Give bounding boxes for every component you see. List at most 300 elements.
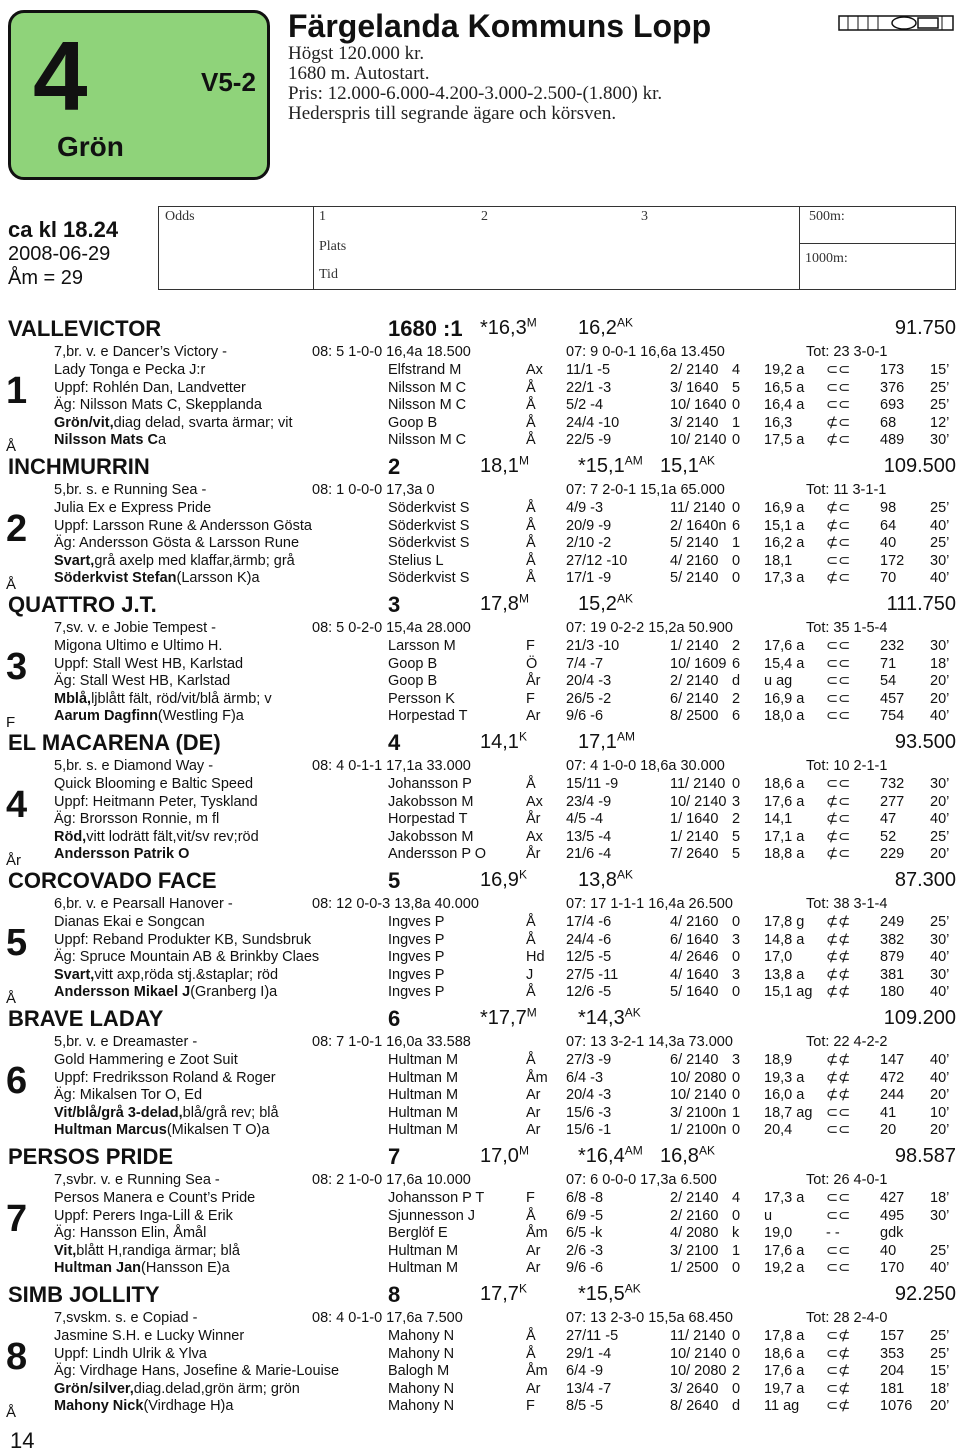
history-shoe: Hd — [526, 949, 545, 966]
info-rest: (Virdhage H)a — [143, 1398, 234, 1415]
horse-post: 8 — [388, 1282, 401, 1307]
history-shoes: ⊂⊄ — [826, 1398, 851, 1415]
race-history-row — [0, 380, 960, 398]
plats-label: Plats — [319, 239, 347, 254]
horse-info-text — [54, 570, 260, 587]
horse-entry — [0, 1280, 960, 1421]
horse-info-text — [54, 552, 295, 569]
history-shoes: ⊄⊂ — [826, 517, 851, 534]
horse-description: 7,br. v. e Dancer’s Victory - — [54, 344, 227, 360]
race-history-row — [0, 1070, 960, 1088]
history-pos: 1 — [732, 1242, 741, 1259]
history-time: 14,1 — [764, 811, 793, 828]
stats-2008: 08: 12 0-0-3 13,8a 40.000 — [312, 896, 479, 912]
history-odds: 232 — [880, 638, 905, 654]
history-driver: Goop B — [388, 673, 438, 690]
history-shoes: ⊄⊂ — [826, 793, 851, 810]
race-history-row — [0, 432, 960, 450]
info-bold: Svart, — [54, 552, 95, 569]
history-pris: 18’ — [930, 1380, 950, 1397]
record-1: $*16,3^M$ — [480, 315, 537, 339]
history-pris: 40’ — [930, 984, 950, 1001]
record-2: $*14,3^{AK}$ — [578, 1005, 641, 1029]
horse-description: 7,sv. v. e Jobie Tempest - — [54, 620, 216, 636]
stats-2008: 08: 1 0-0-0 17,3a 0 — [312, 482, 435, 498]
history-pris: 15’ — [930, 1363, 950, 1380]
info-bold: Andersson Mikael J — [54, 984, 191, 1001]
history-pris: 25’ — [930, 397, 950, 414]
info-bold: Grön/vit, — [54, 414, 114, 431]
history-shoes: ⊂⊂ — [826, 1242, 851, 1259]
history-driver: Söderkvist S — [388, 570, 470, 587]
race-history-row — [0, 535, 960, 553]
race-history-row — [0, 984, 960, 1002]
history-pris: 30’ — [930, 432, 950, 449]
history-pos: 2 — [732, 690, 741, 707]
history-pris: 30’ — [930, 931, 950, 948]
history-driver: Johansson P — [388, 776, 472, 792]
history-result: 21/3 -10 — [566, 638, 620, 654]
history-pos: d — [732, 1398, 741, 1415]
history-dist: 11/ 2140 — [670, 1328, 726, 1344]
history-shoes: ⊂⊂ — [826, 1104, 851, 1121]
history-shoe: Å — [526, 914, 536, 930]
stats-2008: 08: 5 0-2-0 15,4a 28.000 — [312, 620, 471, 636]
history-odds: 457 — [880, 690, 905, 707]
history-time: 17,8 g — [764, 914, 805, 930]
horse-entry — [0, 452, 960, 593]
history-pos: 3 — [732, 1052, 741, 1068]
history-time: 17,5 a — [764, 432, 805, 449]
history-dist: 4/ 2160 — [670, 914, 719, 930]
horse-info-text — [54, 1380, 300, 1397]
history-pos: 0 — [732, 949, 741, 966]
race-history-row — [0, 1052, 960, 1070]
race-time: ca kl 18.24 — [8, 217, 119, 242]
history-shoe: Åm — [526, 1069, 548, 1086]
horse-description: 7,svskm. s. e Copiad - — [54, 1310, 198, 1326]
race-history-row — [0, 1260, 960, 1278]
history-shoe: År — [526, 673, 541, 690]
record-1: $17,8^M$ — [480, 591, 529, 615]
race-history-row — [0, 846, 960, 864]
history-shoe: Ar — [526, 1242, 541, 1259]
horse-stats-line — [0, 758, 960, 776]
horse-info-text — [54, 984, 278, 1001]
history-shoes: ⊂⊂ — [826, 397, 851, 414]
history-pos: 2 — [732, 1363, 741, 1380]
history-pris: 40’ — [930, 517, 950, 534]
history-pos: 5 — [732, 379, 741, 396]
history-dist: 2/ 2140 — [670, 362, 719, 378]
info-rest: vitt axp,röda stj.&staplar; röd — [94, 966, 279, 983]
history-dist: 5/ 2140 — [670, 570, 719, 587]
history-result: 6/9 -5 — [566, 1207, 604, 1224]
history-driver: Horpestad T — [388, 811, 468, 828]
history-result: 22/5 -9 — [566, 432, 612, 449]
stats-2007: 07: 13 3-2-1 14,3a 73.000 — [566, 1034, 733, 1050]
horse-post: 4 — [388, 730, 401, 755]
horse-post: 5 — [388, 868, 401, 893]
history-odds: 249 — [880, 914, 905, 930]
history-pos: d — [732, 673, 741, 690]
history-time: 15,1 a — [764, 517, 805, 534]
horse-earnings: 109.500 — [883, 455, 956, 477]
history-odds: 52 — [880, 828, 897, 845]
history-driver: Sjunnesson J — [388, 1207, 476, 1224]
history-result: 4/5 -4 — [566, 811, 604, 828]
history-shoe: Ö — [526, 655, 538, 672]
info-bold: Hultman Marcus — [54, 1122, 167, 1139]
page-number: 14 — [10, 1428, 35, 1453]
history-time: 17,6 a — [764, 1363, 805, 1380]
horse-stats-line — [0, 1310, 960, 1328]
history-pris: 40’ — [930, 1260, 950, 1277]
history-pos: 0 — [732, 914, 741, 930]
history-pris: 40’ — [930, 1052, 950, 1068]
history-driver: Goop B — [388, 414, 438, 431]
history-odds: 180 — [880, 984, 905, 1001]
start-number: 1 — [6, 370, 28, 412]
history-odds: 54 — [880, 673, 897, 690]
start-number: 4 — [6, 784, 28, 826]
history-result: 24/4 -10 — [566, 414, 620, 431]
horse-info-text: Äg: Virdhage Hans, Josefine & Marie-Louise — [54, 1363, 340, 1380]
history-time: 17,3 a — [764, 570, 805, 587]
history-driver: Mahony N — [388, 1380, 455, 1397]
history-pos: 6 — [732, 655, 741, 672]
race-title: Färgelanda Kommuns Lopp — [288, 8, 712, 44]
info-rest: diag.delad,grön ärm; grön — [133, 1380, 300, 1397]
history-result: 20/4 -3 — [566, 673, 612, 690]
place-1-label: 1 — [319, 209, 326, 224]
history-odds: 229 — [880, 846, 905, 863]
history-result: 20/4 -3 — [566, 1087, 612, 1104]
info-rest: a — [157, 432, 167, 449]
history-dist: 11/ 2140 — [670, 500, 726, 516]
history-driver: Elfstrand M — [388, 362, 462, 378]
history-shoe: Å — [526, 379, 536, 396]
horse-description: 5,br. s. e Diamond Way - — [54, 758, 214, 774]
history-dist: 5/ 1640 — [670, 984, 719, 1001]
history-shoe: F — [526, 690, 535, 707]
race-time-block — [8, 218, 118, 290]
history-odds: gdk — [880, 1225, 904, 1242]
history-shoe: Å — [526, 535, 536, 552]
history-shoe: J — [526, 966, 534, 983]
history-odds: 489 — [880, 432, 905, 449]
history-shoe: F — [526, 1190, 535, 1206]
history-odds: 71 — [880, 655, 897, 672]
race-color: Grön — [57, 131, 124, 162]
race-history-row — [0, 914, 960, 932]
history-shoes: ⊄⊂ — [826, 535, 851, 552]
history-result: 27/12 -10 — [566, 552, 628, 569]
history-dist: 10/ 1640 — [670, 397, 727, 414]
race-history-row — [0, 708, 960, 726]
history-shoe: Å — [526, 500, 536, 516]
info-bold: Vit, — [54, 1242, 77, 1259]
stats-2007: 07: 19 0-2-2 15,2a 50.900 — [566, 620, 733, 636]
race-history-row — [0, 415, 960, 433]
history-result: 22/1 -3 — [566, 379, 612, 396]
horse-stats-line — [0, 896, 960, 914]
history-dist: 1/ 2140 — [670, 638, 719, 654]
history-shoes: ⊂⊂ — [826, 362, 851, 378]
info-bold: Hultman Jan — [54, 1260, 142, 1277]
record-2: $*15,1^{AM}$ — [578, 453, 643, 477]
horse-earnings: 92.250 — [894, 1283, 956, 1305]
history-driver: Hultman M — [388, 1052, 459, 1068]
history-shoes: ⊂⊂ — [826, 552, 851, 569]
race-history-row — [0, 1122, 960, 1140]
history-odds: 353 — [880, 1345, 905, 1362]
history-odds: 20 — [880, 1122, 897, 1139]
history-shoes: ⊄⊂ — [826, 570, 851, 587]
history-time: 15,4 a — [764, 655, 805, 672]
history-time: 18,1 — [764, 552, 793, 569]
history-dist: 1/ 2140 — [670, 828, 719, 845]
driver-shoe-code: Å — [6, 576, 17, 593]
horse-info-text: Quick Blooming e Baltic Speed — [54, 776, 254, 792]
history-result: 12/6 -5 — [566, 984, 612, 1001]
horse-entry — [0, 1004, 960, 1142]
history-dist: 1/ 1640 — [670, 811, 719, 828]
history-time: 17,6 a — [764, 638, 805, 654]
horse-info-text — [54, 846, 189, 862]
history-pos: 1 — [732, 1104, 741, 1121]
stats-total: Tot: 38 3-1-4 — [806, 896, 888, 912]
history-time: 20,4 — [764, 1122, 793, 1139]
history-dist: 3/ 2640 — [670, 1380, 719, 1397]
history-pris: 18’ — [930, 1190, 950, 1206]
history-shoes: ⊄⊄ — [826, 1069, 851, 1086]
history-pris: 25’ — [930, 379, 950, 396]
history-dist: 6/ 2140 — [670, 690, 719, 707]
history-shoe: Ax — [526, 362, 543, 378]
history-driver: Hultman M — [388, 1260, 459, 1277]
history-result: 17/4 -6 — [566, 914, 612, 930]
history-time: 17,6 a — [764, 1242, 805, 1259]
history-pris: 15’ — [930, 362, 950, 378]
start-number: 5 — [6, 922, 28, 964]
race-history-row — [0, 1328, 960, 1346]
history-pris: 40’ — [930, 570, 950, 587]
horse-info-text: Uppf: Heitmann Peter, Tyskland — [54, 793, 258, 810]
history-dist: 5/ 2140 — [670, 535, 719, 552]
history-dist: 10/ 2140 — [670, 1087, 727, 1104]
stats-2007: 07: 17 1-1-1 16,4a 26.500 — [566, 896, 733, 912]
history-shoes: ⊂⊂ — [826, 1190, 851, 1206]
history-driver: Mahony N — [388, 1398, 455, 1415]
history-odds: 277 — [880, 793, 905, 810]
horse-info-text: Uppf: Lindh Ulrik & Ylva — [54, 1345, 207, 1362]
horse-info-text — [54, 708, 244, 725]
history-shoes: ⊂⊂ — [826, 776, 851, 792]
history-dist: 8/ 2640 — [670, 1398, 719, 1415]
history-shoes: ⊄⊄ — [826, 1052, 851, 1068]
history-odds: 732 — [880, 776, 905, 792]
history-pos: 0 — [732, 984, 741, 1001]
horse-info-text: Äg: Hansson Elin, Åmål — [54, 1225, 207, 1242]
history-shoe: Å — [526, 552, 536, 569]
history-shoes: ⊄⊂ — [826, 500, 851, 516]
start-number: 3 — [6, 646, 28, 688]
race-history-row — [0, 673, 960, 691]
history-time: 18,6 a — [764, 1345, 805, 1362]
race-info-line: 1680 m. Autostart. — [288, 63, 430, 84]
history-pos: 1 — [732, 535, 741, 552]
stats-2008: 08: 5 1-0-0 16,4a 18.500 — [312, 344, 471, 360]
stats-2007: 07: 7 2-0-1 15,1a 65.000 — [566, 482, 725, 498]
history-pos: 5 — [732, 828, 741, 845]
history-result: 6/4 -9 — [566, 1363, 604, 1380]
history-driver: Söderkvist S — [388, 517, 470, 534]
horse-entry — [0, 866, 960, 1007]
tid-label: Tid — [319, 267, 338, 282]
history-odds: 172 — [880, 552, 905, 569]
history-shoe: Åm — [526, 1363, 548, 1380]
history-time: 16,0 a — [764, 1087, 805, 1104]
race-history-row — [0, 691, 960, 709]
history-pos: 2 — [732, 811, 741, 828]
horse-name: CORCOVADO FACE — [8, 868, 217, 893]
history-time: 16,9 a — [764, 690, 805, 707]
history-dist: 4/ 1640 — [670, 966, 719, 983]
history-odds: 1076 — [880, 1398, 913, 1415]
history-shoes: ⊂⊂ — [826, 638, 851, 654]
horse-info-text: Uppf: Fredriksson Roland & Roger — [54, 1069, 276, 1086]
history-result: 13/5 -4 — [566, 828, 612, 845]
horse-stats-line — [0, 344, 960, 362]
history-dist: 10/ 2080 — [670, 1069, 727, 1086]
race-history-row — [0, 362, 960, 380]
history-driver: Nilsson M C — [388, 432, 467, 449]
horse-info-text: Uppf: Rohlén Dan, Landvetter — [54, 379, 246, 396]
history-pris: 20’ — [930, 846, 950, 863]
history-dist: 3/ 2140 — [670, 414, 719, 431]
horse-earnings: 93.500 — [894, 731, 956, 753]
500m-label: 500m: — [809, 209, 845, 224]
history-driver: Nilsson M C — [388, 379, 467, 396]
history-driver: Ingves P — [388, 914, 445, 930]
history-shoes: ⊂⊂ — [826, 1122, 851, 1139]
info-bold: Svart, — [54, 966, 95, 983]
history-shoe: Ar — [526, 1104, 541, 1121]
history-pos: 6 — [732, 708, 741, 725]
history-time: 19,2 a — [764, 1260, 805, 1277]
history-shoes: ⊄⊄ — [826, 1087, 851, 1104]
record-3: $16,8^{AK}$ — [660, 1143, 715, 1167]
history-pos: 0 — [732, 500, 741, 516]
race-history-row — [0, 1208, 960, 1226]
race-date: 2008-06-29 — [8, 243, 111, 265]
history-pos: 0 — [732, 552, 741, 569]
info-rest: vitt lodrätt fält,vit/sv rev;röd — [86, 828, 259, 845]
race-history-row — [0, 570, 960, 588]
history-shoes: ⊄⊄ — [826, 931, 851, 948]
history-shoe: Ar — [526, 1380, 541, 1397]
horse-header — [0, 452, 960, 480]
horse-info-text — [54, 1398, 234, 1415]
history-dist: 3/ 2100n — [670, 1104, 727, 1121]
history-result: 26/5 -2 — [566, 690, 612, 707]
history-result: 5/2 -4 — [566, 397, 604, 414]
history-shoes: ⊄⊄ — [826, 984, 851, 1001]
race-history-row — [0, 811, 960, 829]
start-number: 2 — [6, 508, 28, 550]
horse-info-text: Dianas Ekai e Songcan — [54, 914, 205, 930]
history-dist: 7/ 2640 — [670, 846, 719, 863]
history-odds: 204 — [880, 1363, 905, 1380]
history-dist: 2/ 1640n — [670, 517, 727, 534]
history-shoe: År — [526, 811, 541, 828]
history-driver: Andersson P O — [388, 846, 487, 863]
history-odds: 170 — [880, 1260, 905, 1277]
history-dist: 6/ 2140 — [670, 1052, 719, 1068]
history-pos: 4 — [732, 1190, 741, 1206]
history-time: u ag — [764, 673, 793, 690]
history-shoe: Ar — [526, 1260, 541, 1277]
horse-entry — [0, 314, 960, 455]
history-odds: 382 — [880, 931, 905, 948]
history-shoe: Å — [526, 517, 536, 534]
horse-stats-line — [0, 482, 960, 500]
history-shoe: Ar — [526, 708, 541, 725]
horse-description: 5,br. s. e Running Sea - — [54, 482, 207, 498]
history-shoes: ⊂⊂ — [826, 1207, 851, 1224]
info-rest: (Hansson E)a — [141, 1260, 230, 1277]
history-odds: 68 — [880, 414, 897, 431]
race-history-row — [0, 794, 960, 812]
history-shoes: ⊄⊂ — [826, 414, 851, 431]
race-history-row — [0, 1243, 960, 1261]
horse-info-text: Julia Ex e Express Pride — [54, 500, 212, 516]
history-dist: 10/ 2080 — [670, 1363, 727, 1380]
history-pris: 25’ — [930, 1345, 950, 1362]
race-history-row — [0, 829, 960, 847]
history-odds: 157 — [880, 1328, 905, 1344]
horse-header — [0, 866, 960, 894]
race-history-row — [0, 932, 960, 950]
history-pris: 25’ — [930, 1242, 950, 1259]
horse-info-text: Lady Tonga e Pecka J:r — [54, 362, 206, 378]
info-rest: (Granberg I)a — [190, 984, 278, 1001]
record-2: $13,8^{AK}$ — [578, 867, 633, 891]
stats-total: Tot: 10 2-1-1 — [806, 758, 888, 774]
horse-post: 3 — [388, 592, 401, 617]
history-time: 17,1 a — [764, 828, 805, 845]
history-time: 18,9 — [764, 1052, 793, 1068]
horse-info-text — [54, 1122, 270, 1139]
history-driver: Balogh M — [388, 1363, 450, 1380]
horse-earnings: 91.750 — [894, 317, 956, 339]
horse-earnings: 87.300 — [894, 869, 956, 891]
horse-header — [0, 1280, 960, 1308]
history-pos: 0 — [732, 1345, 741, 1362]
history-shoes: ⊄⊂ — [826, 846, 851, 863]
history-shoe: Ax — [526, 793, 543, 810]
driver-shoe-code: Å — [6, 990, 17, 1007]
history-result: 7/4 -7 — [566, 655, 604, 672]
horse-info-text: Äg: Nilsson Mats C, Skepplanda — [54, 397, 262, 414]
history-dist: 10/ 2140 — [670, 432, 727, 449]
record-1: $17,0^M$ — [480, 1143, 529, 1167]
stats-2008: 08: 4 0-1-1 17,1a 33.000 — [312, 758, 471, 774]
race-history-row — [0, 967, 960, 985]
history-odds: 181 — [880, 1380, 905, 1397]
history-shoe: Ar — [526, 1122, 541, 1139]
